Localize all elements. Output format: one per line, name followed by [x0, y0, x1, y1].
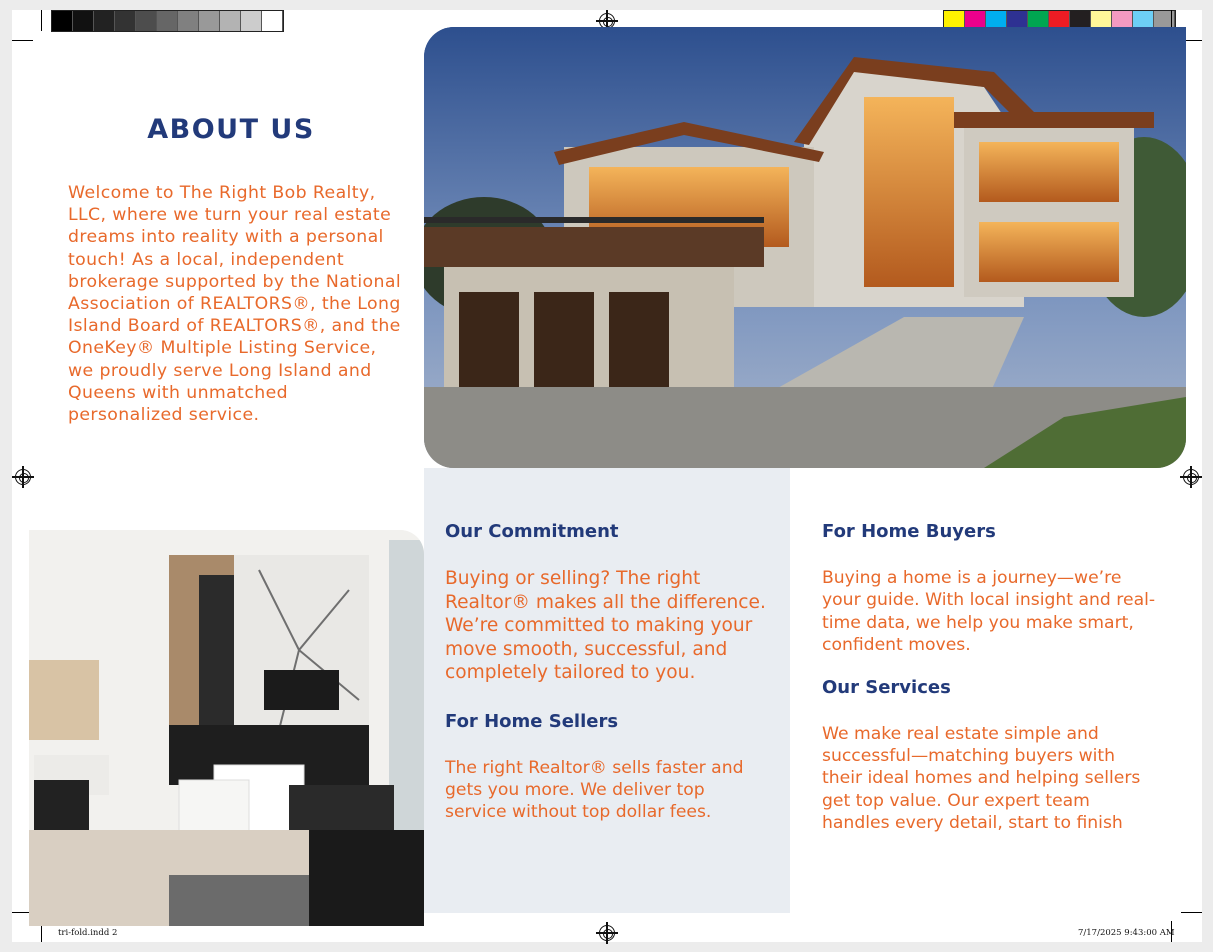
crop-mark	[1181, 912, 1202, 913]
modern-house-photo	[424, 27, 1186, 468]
gray-swatch	[94, 11, 115, 31]
slug-file-name: tri-fold.indd 2	[58, 928, 118, 938]
gray-swatch	[241, 11, 262, 31]
gray-swatch	[178, 11, 199, 31]
gray-swatch	[52, 11, 73, 31]
house-illustration	[424, 27, 1186, 468]
about-us-body: Welcome to The Right Bob Realty, LLC, where we turn your real estate dreams into reality with a personal touch! As a local, independent brokerage supported by the National Association of REALTORS®, the Long Island Board of REALTORS®, and the OneKey® Multiple Listing Service, we proudly serve Long Island and Queens with unmatched personalized service.	[68, 183, 402, 426]
gray-swatch	[262, 11, 283, 31]
our-commitment-heading: Our Commitment	[445, 521, 619, 542]
registration-mark-icon	[599, 925, 615, 941]
gray-swatch	[199, 11, 220, 31]
our-commitment-body: Buying or selling? The right Realtor® makes all the difference. We’re committed to making your move smooth, successful, and completely tailored to you.	[445, 568, 766, 684]
interior-illustration	[29, 530, 424, 926]
our-services-heading: Our Services	[822, 677, 951, 698]
crop-mark	[12, 40, 33, 41]
registration-mark-icon	[1183, 469, 1199, 485]
home-sellers-heading: For Home Sellers	[445, 711, 619, 732]
home-sellers-body: The right Realtor® sells faster and gets you more. We deliver top service without top dollar fees.	[445, 758, 744, 822]
registration-mark-icon	[15, 469, 31, 485]
living-room-photo	[29, 530, 424, 926]
grayscale-color-bar	[51, 10, 284, 32]
about-us-title: ABOUT US	[147, 114, 315, 145]
gray-swatch	[73, 11, 94, 31]
slug-date: 7/17/2025 9:43:00 AM	[1078, 928, 1175, 938]
gray-swatch	[115, 11, 136, 31]
gray-swatch	[136, 11, 157, 31]
gray-swatch	[220, 11, 241, 31]
gray-swatch	[157, 11, 178, 31]
our-services-body: We make real estate simple and successful—matching buyers with their ideal homes and helping sellers get top value. Our expert team handles every detail, start to finish	[822, 724, 1141, 833]
home-buyers-heading: For Home Buyers	[822, 521, 996, 542]
crop-mark	[41, 10, 42, 31]
home-buyers-body: Buying a home is a journey—we’re your guide. With local insight and real-time data, we help you make smart, confident moves.	[822, 568, 1156, 655]
